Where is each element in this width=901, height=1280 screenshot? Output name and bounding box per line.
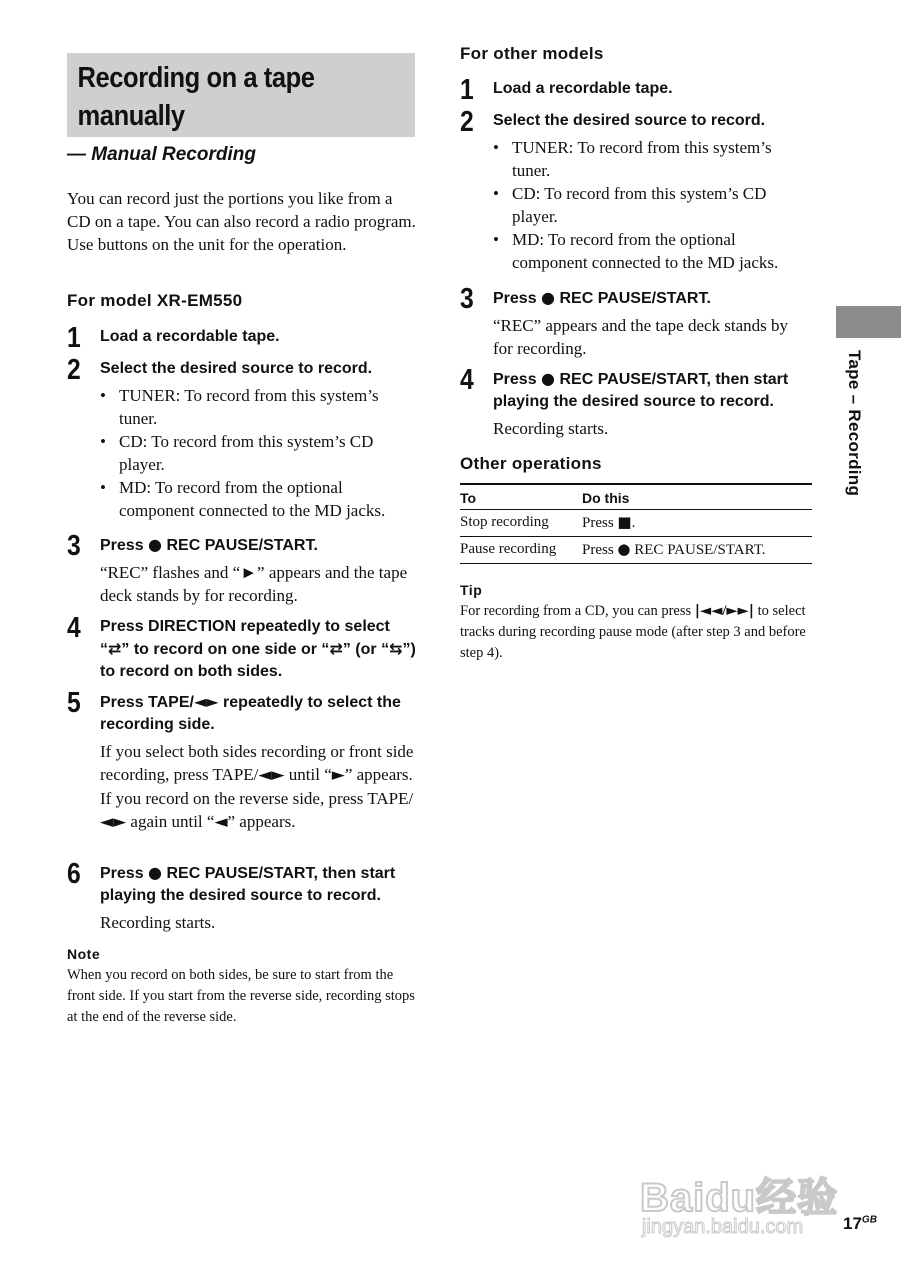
previous-track-icon: |◄◄ bbox=[694, 603, 723, 619]
rec-dot-icon: ● bbox=[541, 369, 556, 388]
both-sides-icon: ⇄ bbox=[329, 639, 343, 658]
table-row bbox=[460, 537, 812, 564]
left-heading: For model XR-EM550 bbox=[67, 291, 243, 310]
source-list bbox=[493, 136, 812, 274]
both-sides-alt-icon: ⇆ bbox=[389, 639, 403, 658]
step-text: Press ● REC PAUSE/START, then start playing the desired source to record. bbox=[100, 863, 396, 904]
other-operations-heading: Other operations bbox=[460, 454, 602, 473]
table-cell: Pause recording bbox=[460, 537, 582, 564]
right-step-4 bbox=[460, 364, 812, 440]
source-list bbox=[100, 384, 417, 522]
column-header-do-this: Do this bbox=[582, 484, 812, 510]
step-number: 2 bbox=[460, 106, 474, 138]
reverse-play-icon: ◄ bbox=[214, 812, 228, 832]
rec-dot-icon: ● bbox=[617, 540, 631, 558]
watermark-brand: Baidu经验 bbox=[640, 1176, 839, 1220]
table-row bbox=[460, 510, 812, 537]
step-number: 4 bbox=[460, 364, 474, 396]
play-icon: ► bbox=[113, 812, 127, 832]
table-cell: Press ● REC PAUSE/START. bbox=[582, 537, 812, 564]
next-track-icon: ►►| bbox=[726, 603, 755, 619]
step-text: Press DIRECTION repeatedly to select “⇄” to record on one side or “⇄” (or “⇆”) to record on both sides. bbox=[100, 618, 416, 680]
step-text: Press ● REC PAUSE/START. bbox=[100, 535, 318, 554]
list-item: • CD: To record from this system’s CD player. bbox=[493, 182, 812, 228]
step-text: Load a recordable tape. bbox=[493, 80, 673, 97]
step-description: If you select both sides recording or front side recording, press TAPE/◄► until “►” appears. If you record on the reverse side, press TAPE/◄► again until “◄” appears. bbox=[100, 742, 414, 832]
section-tab-marker bbox=[836, 306, 901, 338]
left-step-4 bbox=[67, 612, 417, 683]
reverse-play-icon: ◄ bbox=[258, 765, 272, 785]
slash-separator: / bbox=[722, 603, 727, 619]
note bbox=[67, 946, 415, 1028]
section-tab-label bbox=[832, 350, 882, 520]
note-heading: Note bbox=[67, 946, 101, 962]
step-number: 1 bbox=[460, 74, 474, 106]
intro-paragraph: You can record just the portions you like from a CD on a tape. You can also record a radio program. bbox=[67, 189, 416, 231]
section-tab-text: Tape – Recording bbox=[845, 350, 864, 497]
left-step-2 bbox=[67, 354, 417, 522]
column-header-to: To bbox=[460, 484, 582, 510]
page-title bbox=[67, 53, 421, 135]
step-text: Load a recordable tape. bbox=[100, 328, 280, 345]
left-step-1 bbox=[67, 322, 417, 354]
right-step-1 bbox=[460, 74, 812, 106]
table-cell: Press ■. bbox=[582, 510, 812, 537]
step-number: 6 bbox=[67, 858, 81, 890]
step-text: Press TAPE/◄► repeatedly to select the recording side. bbox=[100, 692, 401, 733]
tip bbox=[460, 582, 812, 664]
step-description: Recording starts. bbox=[493, 419, 609, 438]
page-number-suffix: GB bbox=[861, 1214, 877, 1226]
step-description: Recording starts. bbox=[100, 913, 216, 932]
watermark-url: jingyan.baidu.com bbox=[642, 1216, 804, 1238]
reverse-play-icon: ◄ bbox=[100, 812, 114, 832]
rec-dot-icon: ● bbox=[148, 535, 163, 554]
rec-dot-icon: ● bbox=[541, 288, 556, 307]
rec-dot-icon: ● bbox=[148, 863, 163, 882]
tip-text: For recording from a CD, you can press |◄◄/►►| to select tracks during recording pause mode (after step 3 and before step 4). bbox=[460, 603, 806, 661]
step-number: 3 bbox=[67, 530, 81, 562]
step-number: 2 bbox=[67, 354, 81, 386]
intro-usage: Use buttons on the unit for the operation. bbox=[67, 235, 347, 254]
note-text: When you record on both sides, be sure to start from the front side. If you start from the reverse side, recording stops at the end of the reverse side. bbox=[67, 967, 415, 1025]
operations-table bbox=[460, 483, 812, 564]
one-side-icon: ⇄ bbox=[108, 639, 122, 658]
table-cell: Stop recording bbox=[460, 510, 582, 537]
list-item: • MD: To record from the optional component connected to the MD jacks. bbox=[100, 476, 417, 522]
stop-icon: ■ bbox=[617, 513, 632, 531]
step-text: Press ● REC PAUSE/START. bbox=[493, 288, 711, 307]
step-number: 4 bbox=[67, 612, 81, 644]
tip-heading: Tip bbox=[460, 582, 483, 598]
right-heading: For other models bbox=[460, 44, 604, 63]
table-header-row bbox=[460, 484, 812, 510]
list-item: • TUNER: To record from this system’s tuner. bbox=[493, 136, 812, 182]
title-line-1: Recording on a tape bbox=[77, 62, 315, 94]
play-icon: ► bbox=[206, 692, 219, 711]
step-description: “REC” appears and the tape deck stands by for recording. bbox=[493, 316, 789, 358]
intro bbox=[67, 187, 417, 256]
subtitle: — Manual Recording bbox=[67, 144, 256, 165]
right-step-2 bbox=[460, 106, 812, 274]
step-number: 3 bbox=[460, 283, 474, 315]
baidu-watermark bbox=[640, 1148, 860, 1248]
right-step-3 bbox=[460, 283, 812, 360]
step-text: Press ● REC PAUSE/START, then start playing the desired source to record. bbox=[493, 369, 789, 410]
left-step-5 bbox=[67, 687, 417, 834]
step-text: Select the desired source to record. bbox=[493, 112, 766, 129]
left-step-6 bbox=[67, 858, 417, 934]
title-box bbox=[67, 53, 415, 137]
page-number: $17^{GB}$ bbox=[843, 1214, 877, 1233]
step-text: Select the desired source to record. bbox=[100, 360, 373, 377]
step-number: 1 bbox=[67, 322, 81, 354]
step-description: “REC” flashes and “►” appears and the tape deck stands by for recording. bbox=[100, 563, 408, 605]
play-icon: ► bbox=[271, 765, 285, 785]
list-item: • TUNER: To record from this system’s tuner. bbox=[100, 384, 417, 430]
list-item: • MD: To record from the optional component connected to the MD jacks. bbox=[493, 228, 812, 274]
step-number: 5 bbox=[67, 687, 81, 719]
reverse-play-icon: ◄ bbox=[193, 692, 207, 711]
list-item: • CD: To record from this system’s CD player. bbox=[100, 430, 417, 476]
left-step-3 bbox=[67, 530, 417, 607]
title-line-2: manually bbox=[77, 100, 185, 132]
play-icon: ► bbox=[331, 765, 345, 785]
